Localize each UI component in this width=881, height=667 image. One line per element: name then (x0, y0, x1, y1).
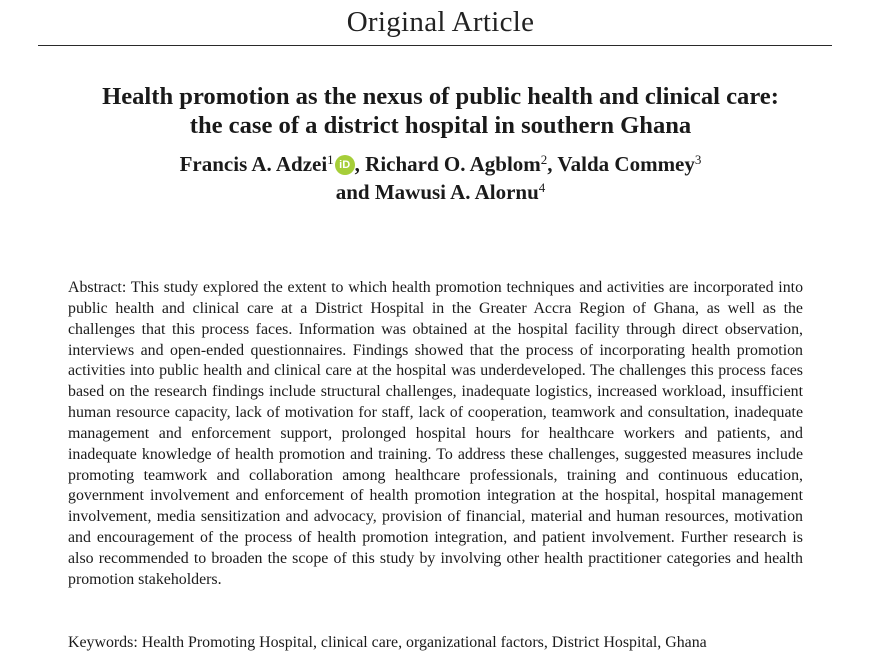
author-affiliation: 4 (538, 180, 546, 195)
abstract-text: This study explored the extent to which health promotion techniques and activities are incorporated into public health and clinical care at a District Hospital in the Greater Accra Region of Ghana, as well as the challenges that this process faces. Information was obtained at the hospital facility through direct observation, interviews and open-ended questionnaires. Findings showed that the process of incorporating health promotion activities into public health and clinical care at the hospital was underdeveloped. The challenges this process faces based on the research findings include structural challenges, inadequate logistics, increased workload, insufficient human resource capacity, lack of motivation for staff, lack of cooperation, teamwork and consultation, inadequate management and enforcement support, prolonged hospital hours for healthcare workers and patients, and inadequate knowledge of health promotion and training. To address these challenges, suggested measures include promoting teamwork and collaboration among healthcare professionals, training and continuous education, government involvement and enforcement of health promotion integration at the hospital, hospital management involvement, media sensitization and advocacy, provision of financial, material and human resources, motivation and encouragement of the process of health promotion integration, and patient involvement. Further research is also recommended to broaden the scope of this study by involving other health practitioner categories and health promotion stakeholders. (68, 279, 804, 588)
author-list (40, 150, 841, 206)
keywords (68, 633, 858, 654)
article-title-line-2: the case of a district hospital in southern Ghana (189, 112, 692, 139)
article-title-line-1: Health promotion as the nexus of public health and clinical care: (102, 83, 779, 110)
section-label: Original Article (346, 6, 535, 38)
author-separator: , (547, 152, 558, 176)
author-conjunction: and (335, 180, 375, 204)
abstract-label: Abstract: (68, 279, 127, 296)
header-divider (38, 45, 832, 46)
author-affiliation: 3 (694, 152, 702, 167)
keywords-text: Health Promoting Hospital, clinical care, organizational factors, District Hospital, Ghana (141, 634, 707, 651)
author-separator: , (354, 152, 366, 176)
author-name: Mawusi A. Alornu (374, 180, 539, 204)
author-affiliation: 2 (540, 152, 548, 167)
author-name: Valda Commey (557, 152, 695, 176)
keywords-label: Keywords: (68, 634, 138, 651)
author-affiliation: 1 (327, 152, 334, 167)
author-name: Richard O. Agblom (365, 152, 541, 176)
abstract (68, 278, 803, 591)
author-name: Francis A. Adzei (179, 152, 328, 176)
orcid-icon[interactable]: iD (335, 155, 355, 175)
article-title (40, 82, 841, 140)
